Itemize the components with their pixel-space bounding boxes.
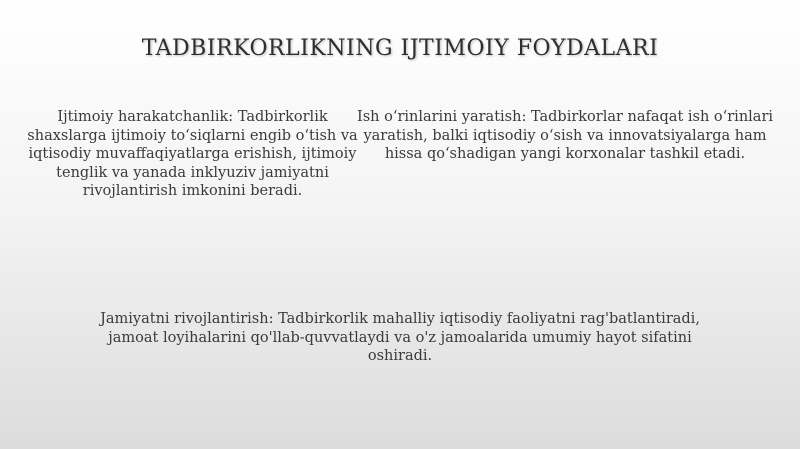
social-mobility-text: Ijtimoiy harakatchanlik: Tadbirkorlik shaxslarga ijtimoiy to‘siqlarni engib o‘tish va iqtisodiy muvaffaqiyatlarga erishish, ijtimoiy tenglik va yanada inklyuziv jamiyatni rivojlantirish imkonini beradi. [27, 109, 358, 199]
job-creation-text: Ish o‘rinlarini yaratish: Tadbirkorlar nafaqat ish o‘rinlari yaratish, balki iqtisodiy o‘sish va innovatsiyalarga ham hissa qo‘shadigan yangi korxonalar tashkil etadi. [356, 109, 774, 162]
slide-title: TADBIRKORLIKNING IJTIMOIY FOYDALARI [141, 36, 659, 61]
community-development-text: Jamiyatni rivojlantirish: Tadbirkorlik mahalliy iqtisodiy faoliyatni rag'batlantiradi, jamoat loyihalarini qo'llab-quvvatlaydi va o'z jamoalarida umumiy hayot sifatini oshiradi. [100, 311, 700, 364]
